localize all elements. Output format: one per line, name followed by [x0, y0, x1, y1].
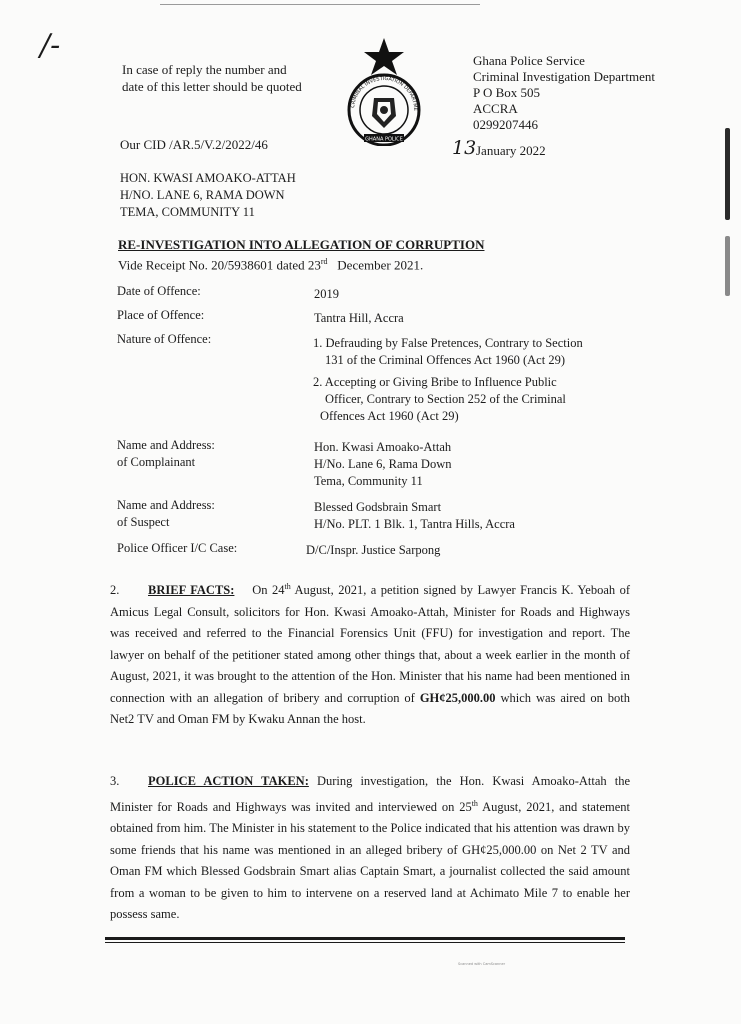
handwritten-mark: /-: [40, 28, 61, 63]
crest-banner: GHANA POLICE: [365, 136, 403, 143]
date-of-offence-value: 2019: [314, 287, 339, 301]
complainant-address-2: Tema, Community 11: [314, 474, 423, 488]
bribe-amount: GH¢25,000.00: [419, 690, 496, 705]
footer-rule-thick: [105, 937, 625, 940]
subject-title: RE-INVESTIGATION INTO ALLEGATION OF CORRUPTION: [118, 237, 485, 252]
suspect-label-1: Name and Address:: [117, 498, 215, 512]
addressee-line-2: H/NO. LANE 6, RAMA DOWN: [120, 188, 285, 202]
police-action-paragraph: 3. POLICE ACTION TAKEN: During investigation, the Hon. Kwasi Amoako-Attah the Minister for Roads and Highways was invited and interviewed on 25th August, 2021, and statement obtained from him. The Minister in his statement to the Police indicated that his attention was drawn by some friends that his name was mentioned in an alleged bribery of GH¢25,000.00 on Net 2 TV and Oman FM which Blessed Godsbrain Smart alias Captain Smart, a journalist collected the said amount from a woman to be given to him to intervene on a reserved land at Achimato Mile 7 to enable her possess same.: [110, 771, 630, 926]
section-2-number: 2.: [110, 583, 120, 598]
reply-note-line1: In case of reply the number and: [122, 62, 287, 77]
place-of-offence-value: Tantra Hill, Accra: [314, 311, 404, 325]
nature-2-line-2: Officer, Contrary to Section 252 of the Criminal: [325, 392, 566, 406]
scan-edge-mark-2: [725, 236, 730, 296]
suspect-name: Blessed Godsbrain Smart: [314, 500, 442, 514]
vide-receipt: Vide Receipt No. 20/5938601 dated 23rd December 2021.: [118, 257, 424, 273]
scan-watermark: Scanned with CamScanner: [458, 962, 506, 966]
complainant-label-2: of Complainant: [117, 455, 196, 469]
reply-note-line2: date of this letter should be quoted: [122, 79, 302, 94]
officer-label: Police Officer I/C Case:: [117, 541, 238, 555]
letter-date: January 2022: [476, 143, 546, 158]
org-line-4: ACCRA: [473, 101, 518, 116]
section-3-number: 3.: [110, 774, 120, 788]
nature-1-line-1: 1. Defrauding by False Pretences, Contrary to Section: [313, 336, 583, 350]
footer-rule-thin: [105, 942, 625, 943]
org-line-3: P O Box 505: [473, 85, 541, 100]
officer-value: D/C/Inspr. Justice Sarpong: [306, 543, 441, 557]
reference-number: Our CID /AR.5/V.2/2022/46: [120, 137, 268, 152]
date-of-offence-label: Date of Offence:: [117, 284, 201, 298]
complainant-name: Hon. Kwasi Amoako-Attah: [314, 440, 452, 454]
org-line-2: Criminal Investigation Department: [473, 69, 655, 84]
top-edge-line: [160, 4, 480, 5]
suspect-address: H/No. PLT. 1 Blk. 1, Tantra Hills, Accra: [314, 517, 515, 531]
suspect-label-2: of Suspect: [117, 515, 170, 529]
brief-facts-heading: BRIEF FACTS:: [148, 583, 235, 598]
nature-2-line-1: 2. Accepting or Giving Bribe to Influence Public: [313, 375, 557, 389]
brief-facts-paragraph: 2. BRIEF FACTS: On 24th August, 2021, a petition signed by Lawyer Francis K. Yeboah of Amicus Legal Consult, solicitors for Hon. Kwasi Amoako-Attah, Minister for Roads and Highways was received and referred to the Financial Forensics Unit (FFU) for investigation and report. The lawyer on behalf of the petitioner stated among other things that, about a week earlier in the month of August, 2021, it was brought to the attention of the Hon. Minister that his name had been mentioned in connection with an allegation of bribery and corruption of GH¢25,000.00 which was aired on both Net2 TV and Oman FM by Kwaku Annan the host.: [110, 582, 631, 727]
addressee-line-1: HON. KWASI AMOAKO-ATTAH: [120, 171, 296, 185]
place-of-offence-label: Place of Offence:: [117, 308, 205, 322]
nature-2-line-3: Offences Act 1960 (Act 29): [320, 409, 459, 423]
complainant-label-1: Name and Address:: [117, 438, 215, 452]
date-day-handwritten: 13: [452, 137, 477, 159]
police-action-heading: POLICE ACTION TAKEN:: [148, 774, 309, 788]
org-line-1: Ghana Police Service: [473, 53, 585, 68]
nature-1-line-2: 131 of the Criminal Offences Act 1960 (Act 29): [325, 353, 565, 367]
crest-ring-text: CRIMINAL INVESTIGATION DEPARTME: [350, 75, 419, 111]
complainant-address-1: H/No. Lane 6, Rama Down: [314, 457, 452, 471]
police-crest-icon: [338, 38, 430, 146]
addressee-line-3: TEMA, COMMUNITY 11: [120, 205, 255, 219]
scan-edge-mark-1: [725, 128, 730, 220]
org-line-5: 0299207446: [473, 117, 538, 132]
nature-of-offence-label: Nature of Offence:: [117, 332, 212, 346]
